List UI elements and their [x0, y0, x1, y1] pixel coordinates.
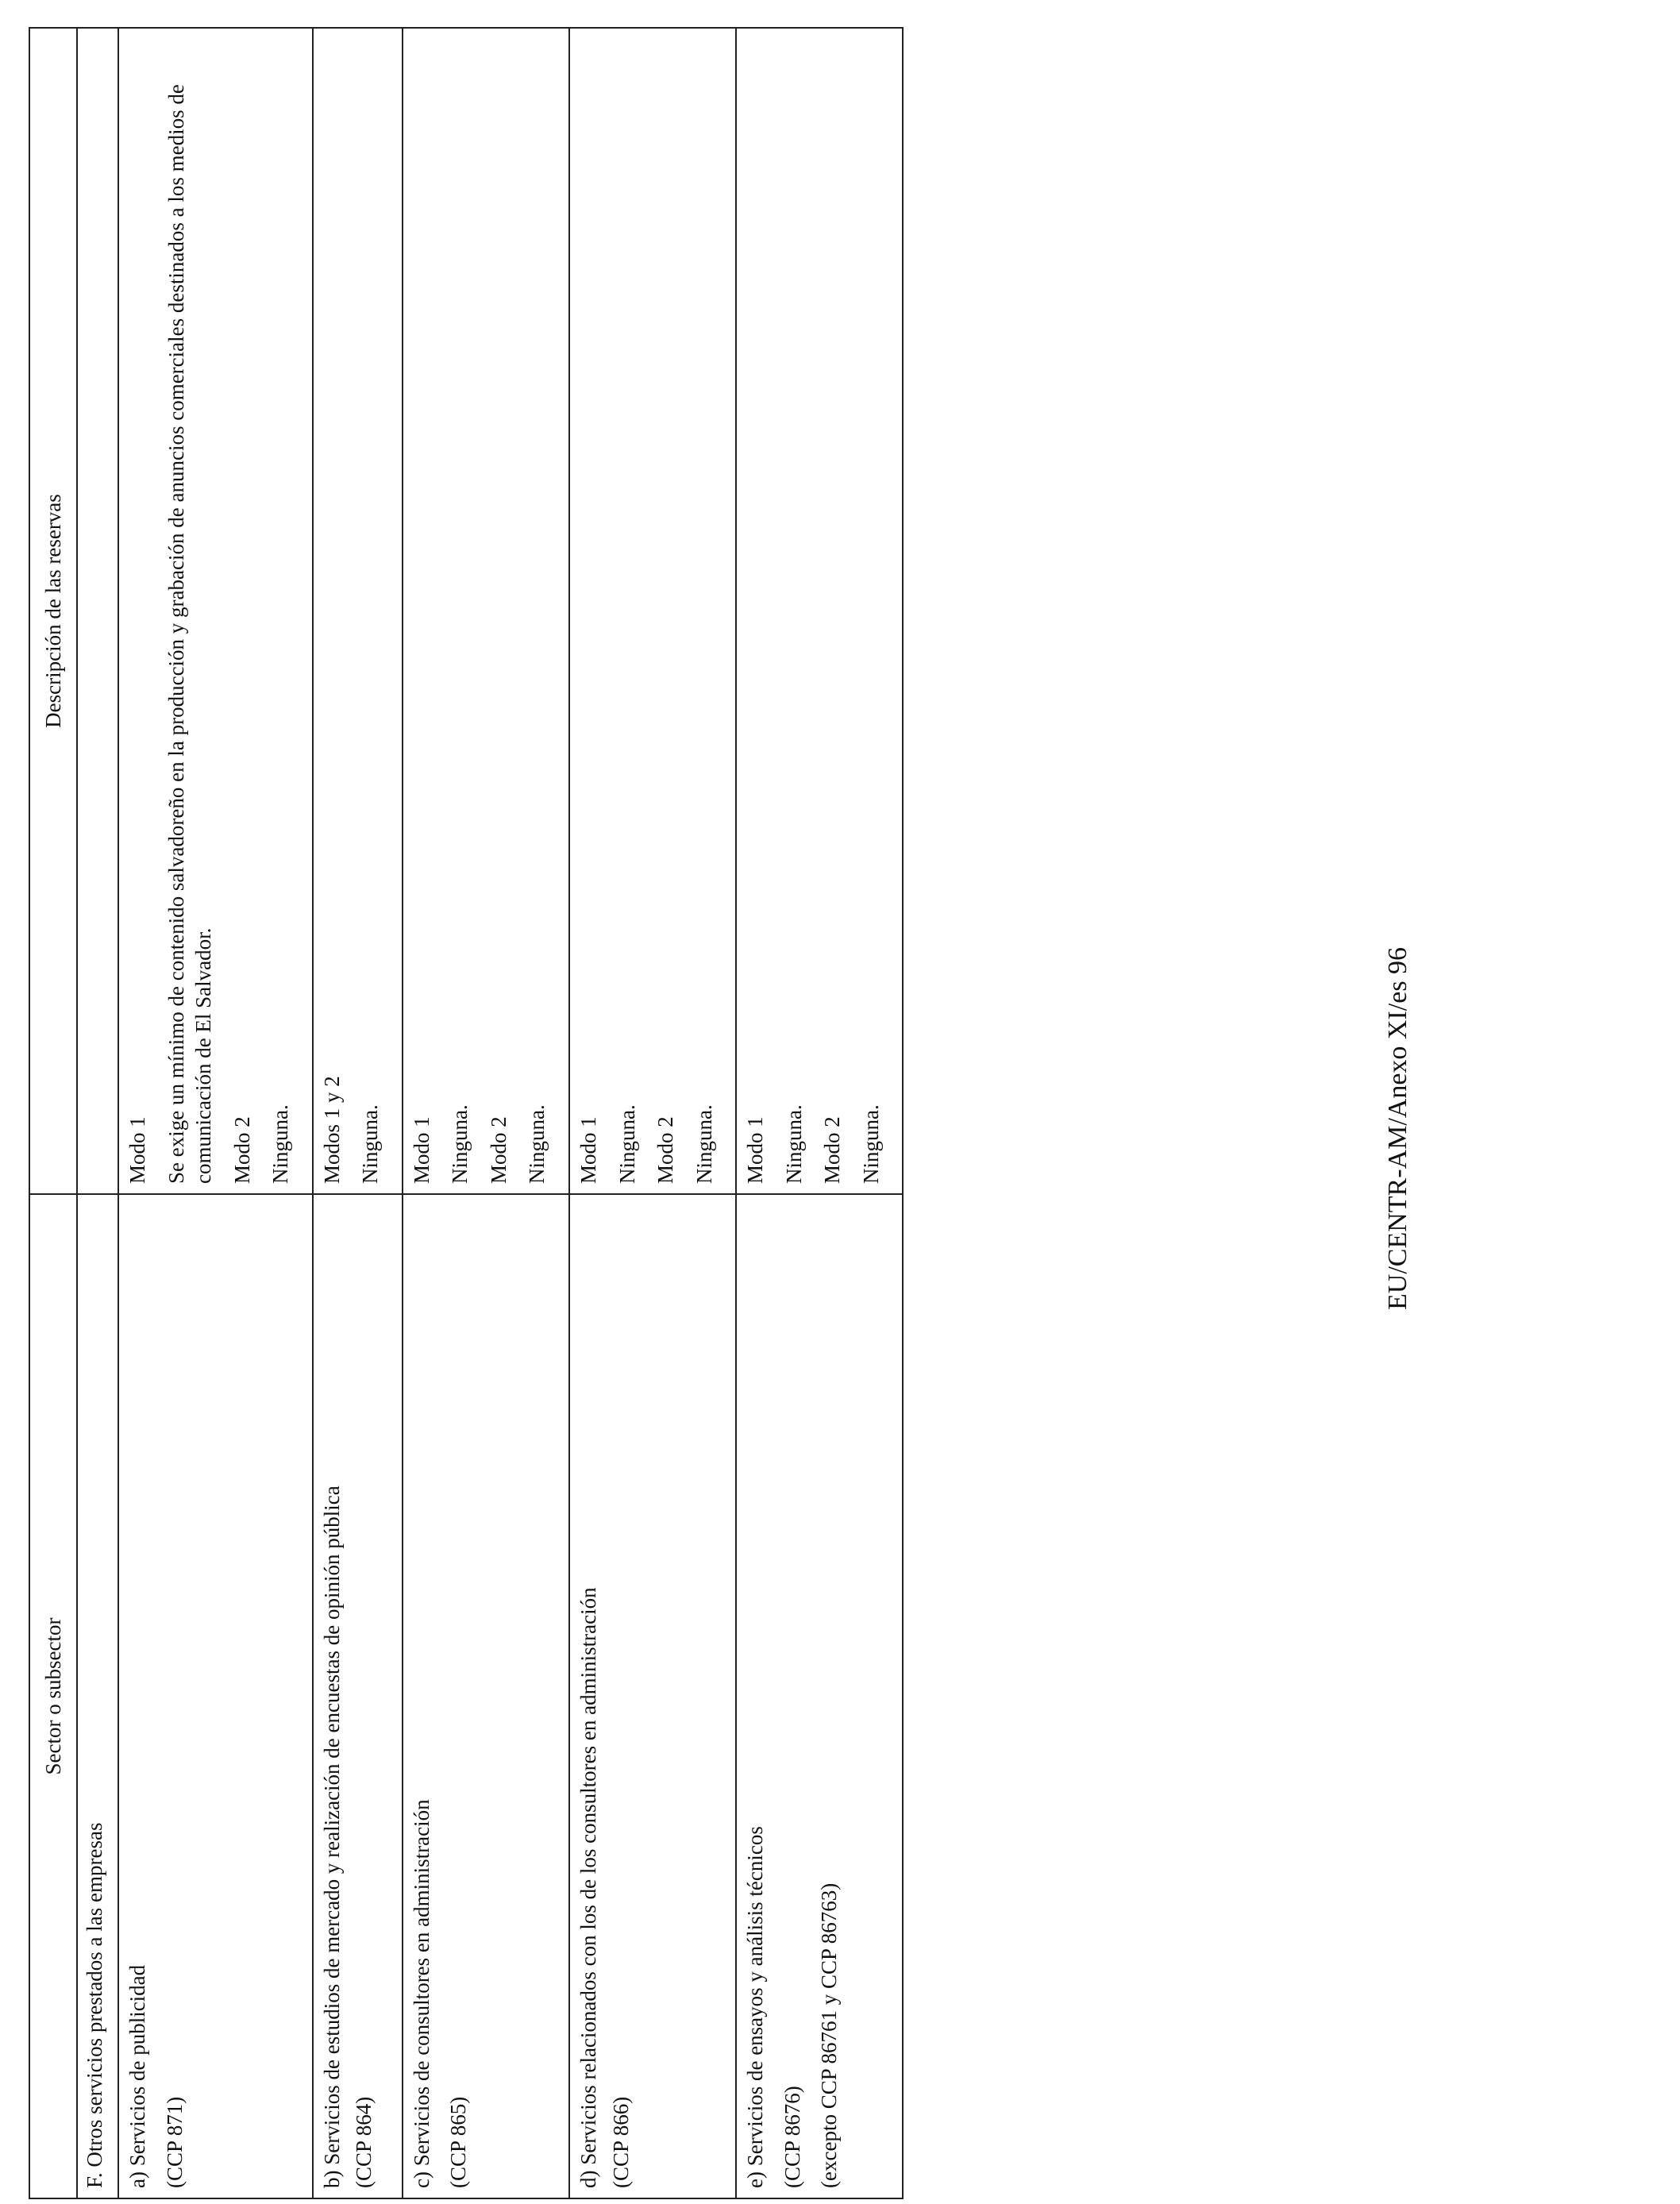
description-line: Modos 1 y 2	[319, 1076, 344, 1184]
sector-line: (excepto CCP 86761 y CCP 86763)	[817, 1882, 842, 2188]
description-cell	[313, 28, 403, 1194]
description-line: Ninguna.	[858, 1104, 883, 1184]
description-line: Ninguna.	[448, 1104, 472, 1184]
sector-line: (CCP 8676)	[780, 2086, 804, 2188]
header-description: Descripción de las reservas	[29, 28, 77, 1194]
sector-cell	[569, 1194, 736, 2198]
sector-cell	[403, 1194, 569, 2198]
sector-line: c) Servicios de consultores en administración	[409, 1799, 433, 2188]
page-footer	[1381, 889, 1429, 1318]
table-row	[569, 28, 736, 2198]
sector-line: a) Servicios de publicidad	[125, 1964, 149, 2188]
description-line: Ninguna.	[268, 1104, 293, 1184]
header-row	[29, 28, 77, 2198]
description-cell	[403, 28, 569, 1194]
footer-reference: EU/CENTR-AM/Anexo XI/es 96	[1383, 946, 1412, 1310]
rotated-page	[29, 29, 1024, 2199]
description-line: Ninguna.	[781, 1104, 806, 1184]
sector-cell	[118, 1194, 313, 2198]
table-row	[736, 28, 903, 2198]
sector-line: (CCP 866)	[608, 2096, 633, 2188]
description-cell	[569, 28, 736, 1194]
description-line: Ninguna.	[358, 1104, 383, 1184]
sector-line: (CCP 871)	[162, 2096, 187, 2188]
reservations-table	[29, 27, 904, 2199]
description-cell	[736, 28, 903, 1194]
description-line: Modo 2	[653, 1116, 678, 1184]
section-row	[77, 28, 118, 2198]
description-line: Se exige un mínimo de contenido salvadoreño en la producción y grabación de anuncios comerciales destinados a los medios de comunicación de El Salvador.	[164, 84, 216, 1184]
description-line: Modo 1	[125, 1116, 149, 1184]
table-row	[403, 28, 569, 2198]
section-title: F. Otros servicios prestados a las empresas	[77, 1194, 118, 2198]
section-empty-cell	[77, 28, 118, 1194]
description-line: Modo 2	[820, 1116, 845, 1184]
header-sector: Sector o subsector	[29, 1194, 77, 2198]
description-line: Modo 2	[486, 1116, 511, 1184]
description-line: Ninguna.	[525, 1104, 549, 1184]
sector-line: (CCP 865)	[446, 2096, 471, 2188]
description-cell	[118, 28, 313, 1194]
description-line: Modo 2	[229, 1116, 254, 1184]
sector-line: (CCP 864)	[352, 2096, 376, 2188]
sector-cell	[736, 1194, 903, 2198]
description-line: Modo 1	[576, 1116, 601, 1184]
sector-line: d) Servicios relacionados con los de los consultores en administración	[576, 1587, 601, 2188]
description-line: Ninguna.	[615, 1104, 639, 1184]
table-row	[118, 28, 313, 2198]
sector-line: e) Servicios de ensayos y análisis técnicos	[743, 1826, 768, 2188]
description-line: Ninguna.	[692, 1104, 716, 1184]
description-line: Modo 1	[743, 1116, 768, 1184]
description-line: Modo 1	[409, 1116, 433, 1184]
table-row	[313, 28, 403, 2198]
sector-cell	[313, 1194, 403, 2198]
sector-line: b) Servicios de estudios de mercado y realización de encuestas de opinión pública	[319, 1485, 344, 2188]
